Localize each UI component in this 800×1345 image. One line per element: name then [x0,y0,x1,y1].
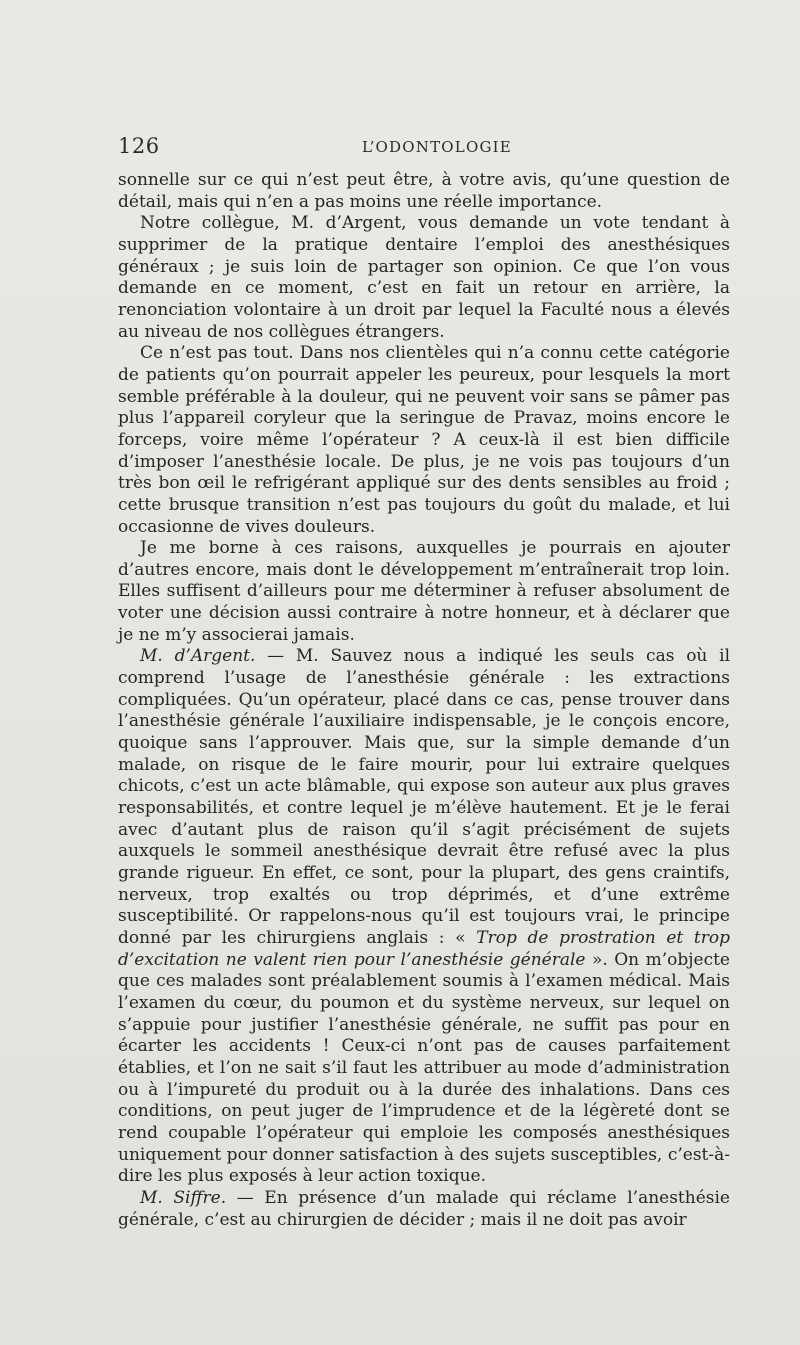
running-title: L’ODONTOLOGIE [362,138,512,156]
paragraph [118,646,730,1187]
paragraph-text: Je me borne à ces raisons, auxquelles je pourrais en ajouter d’autres encore, mais dont le développement m’entraînerait trop loin. Elles suffisent d’ailleurs pour me déterminer à refuser absolument de voter une décision aussi contraire à notre honneur, et à déclarer que je ne m’y associerai jamais. [118,538,730,645]
page-number: 126 [118,134,160,158]
quotation: Trop de prostration et trop d’excitation ne valent rien pour l’anesthésie générale [118,927,731,970]
paragraph [118,1188,730,1231]
body-text [118,170,730,1231]
paragraph [118,213,730,343]
paragraph-text: Notre collègue, M. d’Argent, vous demande un vote tendant à supprimer de la pratique dentaire l’emploi des anesthésiques généraux ; je suis loin de partager son opinion. Ce que l’on vous demande en ce moment, c’est en fait un retour en arrière, la renonciation volontaire à un droit par lequel la Faculté nous a élevés au niveau de nos collègues étrangers. [118,213,730,342]
paragraph [118,170,730,213]
paragraph [118,538,730,646]
page-header [118,134,730,164]
speaker-name: M. Siffre. [140,1187,227,1208]
paragraph-text: sonnelle sur ce qui n’est peut être, à votre avis, qu’une question de détail, mais qui n’en a pas moins une réelle importance. [118,170,730,212]
paragraph-text: — En présence d’un malade qui réclame l’anesthésie générale, c’est au chirurgien de décider ; mais il ne doit pas avoir [118,1187,730,1230]
paragraph-text: — M. Sauvez nous a indiqué les seuls cas où il comprend l’usage de l’anesthésie générale : les extractions compliquées. Qu’un opérateur, placé dans ce cas, pense trouver dans l’anesthésie générale l’auxiliaire indispensable, je le conçois encore, quoique sans l’approuver. Mais que, sur la simple demande d’un malade, on risque de le faire mourir, pour lui extraire quelques chicots, c’est un acte blâmable, qui expose son auteur aux plus graves responsabilités, et contre lequel je m’élève hautement. Et je le ferai avec d’autant plus de raison qu’il s’agit précisément de sujets auxquels le sommeil anesthésique devrait être refusé avec la plus grande rigueur. En effet, ce sont, pour la plupart, des gens craintifs, nerveux, trop exaltés ou trop déprimés, et d’une extrême susceptibilité. Or rappelons-nous qu’il est toujours vrai, le principe donné par les chirurgiens anglais : « [118,646,731,948]
speaker-name: M. d’Argent. [140,646,256,667]
paragraph-text-continued: ». On m’objecte que ces malades sont préalablement soumis à l’examen médical. Mais l’examen du cœur, du poumon et du système nerveux, sur lequel on s’appuie pour justifier l’anesthésie générale, ne suffit pas pour en écarter les accidents ! Ceux-ci n’ont pas de causes parfaitement établies, et l’on ne sait s’il faut les attribuer au mode d’administration ou à l’impureté du produit ou à la durée des inhalations. Dans ces conditions, on peut juger de l’imprudence et de la légèreté dont se rend coupable l’opérateur qui emploie les composés anesthésiques uniquement pour donner satisfaction à des sujets susceptibles, c’est-à-dire les plus exposés à leur action toxique. [118,949,730,1187]
paragraph-text: Ce n’est pas tout. Dans nos clientèles qui n’a connu cette catégorie de patients qu’on pourrait appeler les peureux, pour lesquels la mort semble préférable à la douleur, qui ne peuvent voir sans se pâmer pas plus l’appareil coryleur que la seringue de Pravaz, moins encore le forceps, voire même l’opérateur ? A ceux-là il est bien difficile d’imposer l’anesthésie locale. De plus, je ne vois pas toujours d’un très bon œil le refrigérant appliqué sur des dents sensibles au froid ; cette brusque transition n’est pas toujours du goût du malade, et lui occasionne de vives douleurs. [118,343,730,537]
paragraph [118,343,730,538]
